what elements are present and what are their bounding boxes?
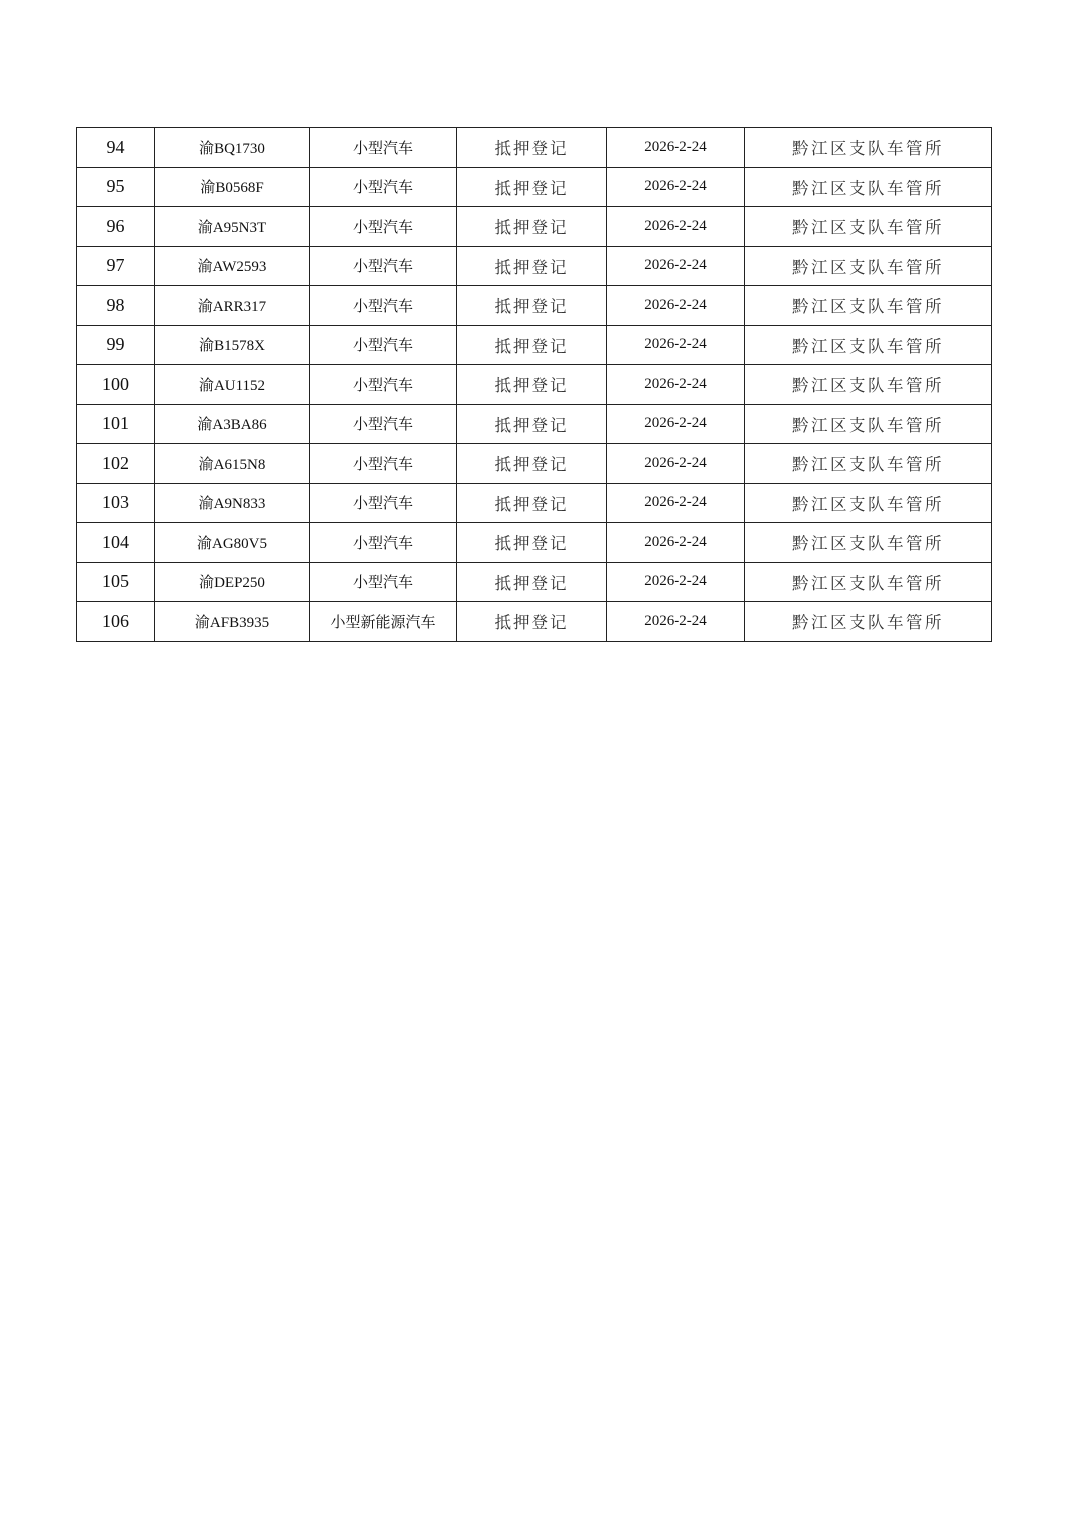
business-type-cell: 抵押登记 (457, 444, 607, 484)
business-type-cell: 抵押登记 (457, 246, 607, 286)
business-type-cell: 抵押登记 (457, 523, 607, 563)
office-cell: 黔江区支队车管所 (745, 483, 992, 523)
vehicle-type-cell: 小型汽车 (310, 207, 457, 247)
office-cell: 黔江区支队车管所 (745, 207, 992, 247)
business-type-cell: 抵押登记 (457, 483, 607, 523)
business-type-cell: 抵押登记 (457, 167, 607, 207)
business-type-cell: 抵押登记 (457, 286, 607, 326)
business-type-cell: 抵押登记 (457, 128, 607, 168)
office-cell: 黔江区支队车管所 (745, 246, 992, 286)
plate-number-cell: 渝AG80V5 (155, 523, 310, 563)
vehicle-type-cell: 小型汽车 (310, 365, 457, 405)
date-cell: 2026-2-24 (607, 562, 745, 602)
business-type-cell: 抵押登记 (457, 207, 607, 247)
office-cell: 黔江区支队车管所 (745, 444, 992, 484)
date-cell: 2026-2-24 (607, 483, 745, 523)
plate-number-cell: 渝A95N3T (155, 207, 310, 247)
date-cell: 2026-2-24 (607, 325, 745, 365)
plate-number-cell: 渝ARR317 (155, 286, 310, 326)
vehicle-type-cell: 小型汽车 (310, 562, 457, 602)
business-type-cell: 抵押登记 (457, 404, 607, 444)
vehicle-type-cell: 小型汽车 (310, 444, 457, 484)
office-cell: 黔江区支队车管所 (745, 602, 992, 642)
date-cell: 2026-2-24 (607, 444, 745, 484)
plate-number-cell: 渝A9N833 (155, 483, 310, 523)
office-cell: 黔江区支队车管所 (745, 404, 992, 444)
table-row (77, 523, 992, 563)
business-type-cell: 抵押登记 (457, 325, 607, 365)
vehicle-type-cell: 小型汽车 (310, 246, 457, 286)
date-cell: 2026-2-24 (607, 286, 745, 326)
row-number-cell: 94 (77, 128, 155, 168)
vehicle-type-cell: 小型汽车 (310, 286, 457, 326)
table-row (77, 167, 992, 207)
row-number-cell: 100 (77, 365, 155, 405)
row-number-cell: 103 (77, 483, 155, 523)
table-row (77, 286, 992, 326)
plate-number-cell: 渝B1578X (155, 325, 310, 365)
date-cell: 2026-2-24 (607, 365, 745, 405)
table-row (77, 128, 992, 168)
plate-number-cell: 渝AU1152 (155, 365, 310, 405)
table-row (77, 602, 992, 642)
date-cell: 2026-2-24 (607, 523, 745, 563)
business-type-cell: 抵押登记 (457, 562, 607, 602)
table-row (77, 483, 992, 523)
date-cell: 2026-2-24 (607, 128, 745, 168)
row-number-cell: 102 (77, 444, 155, 484)
vehicle-type-cell: 小型汽车 (310, 325, 457, 365)
row-number-cell: 106 (77, 602, 155, 642)
vehicle-type-cell: 小型汽车 (310, 167, 457, 207)
vehicle-type-cell: 小型汽车 (310, 523, 457, 563)
row-number-cell: 95 (77, 167, 155, 207)
vehicle-record-table (76, 127, 992, 642)
office-cell: 黔江区支队车管所 (745, 365, 992, 405)
date-cell: 2026-2-24 (607, 602, 745, 642)
plate-number-cell: 渝DEP250 (155, 562, 310, 602)
row-number-cell: 98 (77, 286, 155, 326)
office-cell: 黔江区支队车管所 (745, 325, 992, 365)
date-cell: 2026-2-24 (607, 246, 745, 286)
vehicle-type-cell: 小型新能源汽车 (310, 602, 457, 642)
office-cell: 黔江区支队车管所 (745, 167, 992, 207)
table-row (77, 444, 992, 484)
plate-number-cell: 渝B0568F (155, 167, 310, 207)
date-cell: 2026-2-24 (607, 207, 745, 247)
plate-number-cell: 渝A615N8 (155, 444, 310, 484)
plate-number-cell: 渝BQ1730 (155, 128, 310, 168)
business-type-cell: 抵押登记 (457, 365, 607, 405)
table-body (77, 128, 992, 642)
office-cell: 黔江区支队车管所 (745, 286, 992, 326)
plate-number-cell: 渝A3BA86 (155, 404, 310, 444)
table-row (77, 246, 992, 286)
table-row (77, 365, 992, 405)
office-cell: 黔江区支队车管所 (745, 562, 992, 602)
business-type-cell: 抵押登记 (457, 602, 607, 642)
table-row (77, 207, 992, 247)
plate-number-cell: 渝AW2593 (155, 246, 310, 286)
vehicle-type-cell: 小型汽车 (310, 404, 457, 444)
office-cell: 黔江区支队车管所 (745, 523, 992, 563)
row-number-cell: 97 (77, 246, 155, 286)
table-row (77, 562, 992, 602)
office-cell: 黔江区支队车管所 (745, 128, 992, 168)
row-number-cell: 96 (77, 207, 155, 247)
table-row (77, 404, 992, 444)
vehicle-type-cell: 小型汽车 (310, 483, 457, 523)
row-number-cell: 104 (77, 523, 155, 563)
row-number-cell: 101 (77, 404, 155, 444)
vehicle-type-cell: 小型汽车 (310, 128, 457, 168)
row-number-cell: 105 (77, 562, 155, 602)
plate-number-cell: 渝AFB3935 (155, 602, 310, 642)
date-cell: 2026-2-24 (607, 167, 745, 207)
table-row (77, 325, 992, 365)
row-number-cell: 99 (77, 325, 155, 365)
date-cell: 2026-2-24 (607, 404, 745, 444)
